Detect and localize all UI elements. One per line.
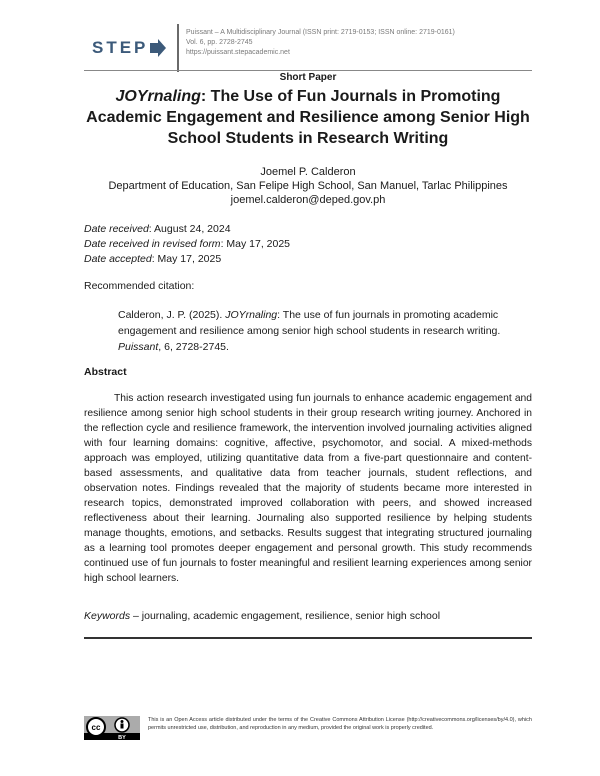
citation-part1: Calderon, J. P. (2025). xyxy=(118,309,226,321)
citation-italic-title: JOYrnaling xyxy=(225,309,278,321)
date-received xyxy=(84,222,290,237)
abstract-heading: Abstract xyxy=(84,366,127,378)
date-accepted xyxy=(84,252,290,267)
abstract-text: This action research investigated using fun journals to enhance academic engagement and resilience among senior high school students in their group research writing journey. Anchored in the reflection cycle and resilience framework, the intervention involved journaling activities aligned with four learning domains: cognitive, affective, psychomotor, and social. A mixed-methods approach was employed, utilizing quantitative data from a five-part questionnaire and content-based assessments, and qualitative data from teacher journals, student reflections, and observation notes. Findings revealed that the majority of students became more interested in research topics, demonstrated improved collaboration with peers, and showed increased reflectiveness about their learning. Journaling also supported resilience by helping students manage thoughts, emotions, and setbacks. Results suggest that integrating structured journaling as a learning tool promotes deeper engagement and personal growth. This study recommends continued use of fun journals to foster meaningful and resilient learning experiences among senior high school learners. xyxy=(84,393,532,584)
citation-text xyxy=(118,307,530,355)
citation-journal: Puissant xyxy=(118,341,159,353)
journal-name: Puissant – A Multidisciplinary Journal (ISSN print: 2719-0153; ISSN online: 2719-0161) xyxy=(186,29,455,36)
journal-url[interactable]: https://puissant.stepacademic.net xyxy=(186,49,290,56)
arrow-right-icon xyxy=(148,39,166,57)
step-logo-text: STEP xyxy=(92,38,149,57)
citation-part3: , 6, 2728-2745. xyxy=(158,341,229,353)
cc-by-label: BY xyxy=(118,735,126,740)
keywords-label: Keywords xyxy=(84,610,131,622)
date-accepted-label: Date accepted xyxy=(84,253,152,265)
creative-commons-by-icon[interactable] xyxy=(84,716,140,740)
license-text: This is an Open Access article distributed under the terms of the Creative Commons Attribution License (http://creativecommons.org/licenses/by/4.0), which permits unrestricted use, distribution, and reproduction in any medium, provided the original work is properly credited. xyxy=(148,717,532,731)
paper-title xyxy=(84,86,532,149)
author-name: Joemel P. Calderon xyxy=(260,166,356,178)
journal-header xyxy=(84,24,532,70)
citation-label: Recommended citation: xyxy=(84,280,195,292)
author-affiliation: Department of Education, San Felipe High School, San Manuel, Tarlac Philippines xyxy=(108,180,508,192)
journal-volume: Vol. 6, pp. 2728-2745 xyxy=(186,39,253,46)
date-received-value: : August 24, 2024 xyxy=(148,223,231,235)
journal-info xyxy=(186,28,455,58)
header-rule xyxy=(84,70,532,71)
abstract-body xyxy=(84,391,532,586)
keywords xyxy=(84,610,440,622)
title-italic: JOYrnaling xyxy=(115,88,201,105)
paper-type: Short Paper xyxy=(279,72,337,83)
author-email[interactable]: joemel.calderon@deped.gov.ph xyxy=(230,194,386,206)
footer-rule xyxy=(84,637,532,639)
dates-block xyxy=(84,222,290,267)
step-logo xyxy=(84,30,174,70)
date-received-label: Date received xyxy=(84,223,149,235)
date-accepted-value: : May 17, 2025 xyxy=(151,253,222,265)
date-revised-value: : May 17, 2025 xyxy=(220,238,291,250)
title-rest: : The Use of Fun Journals in Promoting Academic Engagement and Resilience among Senior High School Students in Research Writing xyxy=(86,88,530,147)
svg-text:cc: cc xyxy=(91,723,101,732)
date-revised-label: Date received in revised form xyxy=(84,238,221,250)
keywords-value: – journaling, academic engagement, resilience, senior high school xyxy=(130,610,441,622)
date-revised xyxy=(84,237,290,252)
citation-part2: : The use of fun journals in promoting academic engagement and resilience among senior high school students in research writing. xyxy=(118,309,501,337)
header-divider xyxy=(177,24,179,72)
